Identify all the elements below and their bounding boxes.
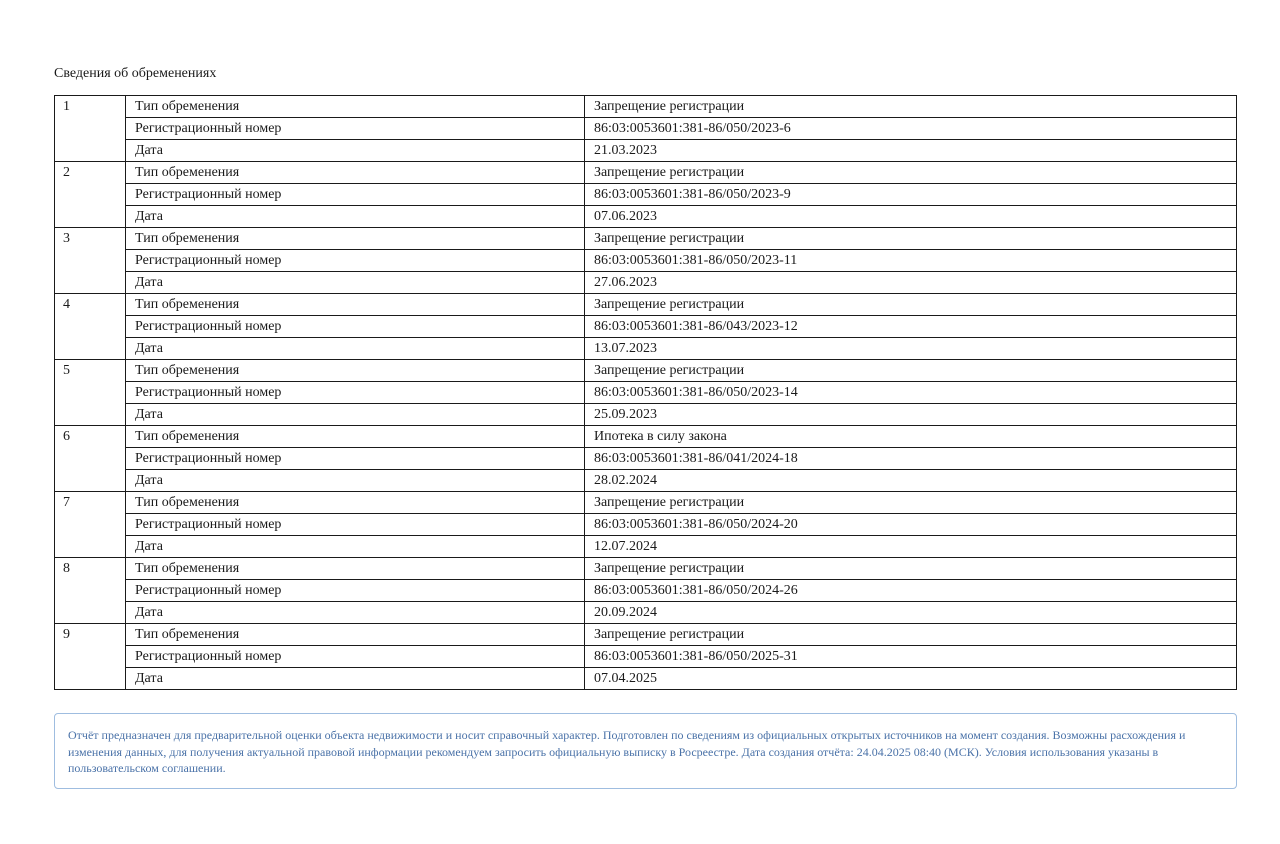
field-value: Запрещение регистрации	[585, 294, 1237, 316]
encumbrance-number: 7	[55, 492, 126, 558]
table-row	[55, 316, 1237, 338]
table-row	[55, 272, 1237, 294]
encumbrance-number: 5	[55, 360, 126, 426]
field-value: Запрещение регистрации	[585, 162, 1237, 184]
field-value: 86:03:0053601:381-86/050/2023-11	[585, 250, 1237, 272]
field-label: Регистрационный номер	[126, 118, 585, 140]
field-label: Тип обременения	[126, 294, 585, 316]
field-label: Дата	[126, 470, 585, 492]
field-label: Тип обременения	[126, 96, 585, 118]
table-row	[55, 360, 1237, 382]
field-value: 86:03:0053601:381-86/050/2024-20	[585, 514, 1237, 536]
field-value: 86:03:0053601:381-86/043/2023-12	[585, 316, 1237, 338]
table-row	[55, 382, 1237, 404]
encumbrance-number: 4	[55, 294, 126, 360]
table-row	[55, 492, 1237, 514]
field-label: Дата	[126, 602, 585, 624]
table-row	[55, 448, 1237, 470]
table-row	[55, 206, 1237, 228]
field-value: Запрещение регистрации	[585, 492, 1237, 514]
table-row	[55, 338, 1237, 360]
field-label: Регистрационный номер	[126, 382, 585, 404]
field-value: 28.02.2024	[585, 470, 1237, 492]
table-row	[55, 624, 1237, 646]
field-value: Запрещение регистрации	[585, 228, 1237, 250]
field-label: Дата	[126, 338, 585, 360]
field-value: Запрещение регистрации	[585, 360, 1237, 382]
field-label: Тип обременения	[126, 426, 585, 448]
field-label: Дата	[126, 206, 585, 228]
field-label: Тип обременения	[126, 360, 585, 382]
table-row	[55, 470, 1237, 492]
table-row	[55, 646, 1237, 668]
field-label: Дата	[126, 668, 585, 690]
field-label: Дата	[126, 140, 585, 162]
field-value: Запрещение регистрации	[585, 624, 1237, 646]
encumbrance-number: 9	[55, 624, 126, 690]
field-label: Тип обременения	[126, 558, 585, 580]
table-row	[55, 514, 1237, 536]
encumbrance-number: 2	[55, 162, 126, 228]
field-label: Регистрационный номер	[126, 514, 585, 536]
field-value: 21.03.2023	[585, 140, 1237, 162]
encumbrance-number: 1	[55, 96, 126, 162]
table-row	[55, 250, 1237, 272]
encumbrance-number: 6	[55, 426, 126, 492]
field-value: Ипотека в силу закона	[585, 426, 1237, 448]
field-label: Дата	[126, 404, 585, 426]
encumbrances-table	[54, 95, 1237, 690]
field-label: Тип обременения	[126, 162, 585, 184]
field-label: Регистрационный номер	[126, 316, 585, 338]
field-value: 25.09.2023	[585, 404, 1237, 426]
field-value: 86:03:0053601:381-86/050/2025-31	[585, 646, 1237, 668]
table-row	[55, 426, 1237, 448]
table-row	[55, 536, 1237, 558]
table-row	[55, 228, 1237, 250]
field-value: Запрещение регистрации	[585, 558, 1237, 580]
field-value: 07.04.2025	[585, 668, 1237, 690]
field-value: 86:03:0053601:381-86/050/2023-9	[585, 184, 1237, 206]
field-value: 20.09.2024	[585, 602, 1237, 624]
encumbrance-number: 8	[55, 558, 126, 624]
field-value: 07.06.2023	[585, 206, 1237, 228]
field-value: 27.06.2023	[585, 272, 1237, 294]
field-label: Дата	[126, 272, 585, 294]
table-row	[55, 184, 1237, 206]
field-value: 86:03:0053601:381-86/050/2024-26	[585, 580, 1237, 602]
section-title: Сведения об обременениях	[54, 66, 217, 81]
field-label: Регистрационный номер	[126, 646, 585, 668]
field-value: 86:03:0053601:381-86/041/2024-18	[585, 448, 1237, 470]
table-row	[55, 558, 1237, 580]
field-label: Тип обременения	[126, 228, 585, 250]
table-row	[55, 602, 1237, 624]
field-label: Регистрационный номер	[126, 184, 585, 206]
field-label: Тип обременения	[126, 492, 585, 514]
field-label: Дата	[126, 536, 585, 558]
encumbrance-number: 3	[55, 228, 126, 294]
field-value: Запрещение регистрации	[585, 96, 1237, 118]
field-value: 86:03:0053601:381-86/050/2023-6	[585, 118, 1237, 140]
table-row	[55, 668, 1237, 690]
table-row	[55, 118, 1237, 140]
encumbrances-table-body	[55, 96, 1237, 690]
table-row	[55, 96, 1237, 118]
field-label: Регистрационный номер	[126, 580, 585, 602]
field-label: Регистрационный номер	[126, 448, 585, 470]
table-row	[55, 580, 1237, 602]
field-value: 12.07.2024	[585, 536, 1237, 558]
field-value: 13.07.2023	[585, 338, 1237, 360]
table-row	[55, 162, 1237, 184]
field-label: Тип обременения	[126, 624, 585, 646]
disclaimer-notice: Отчёт предназначен для предварительной оценки объекта недвижимости и носит справочный характер. Подготовлен по сведениям из официальных открытых источников на момент создания. Возможны расхождения и изменения данных, для получения актуальной правовой информации рекомендуем запросить официальную выписку в Росреестре. Дата создания отчёта: 24.04.2025 08:40 (МСК). Условия использования указаны в пользовательском соглашении.	[54, 713, 1237, 789]
field-label: Регистрационный номер	[126, 250, 585, 272]
table-row	[55, 294, 1237, 316]
table-row	[55, 404, 1237, 426]
table-row	[55, 140, 1237, 162]
field-value: 86:03:0053601:381-86/050/2023-14	[585, 382, 1237, 404]
